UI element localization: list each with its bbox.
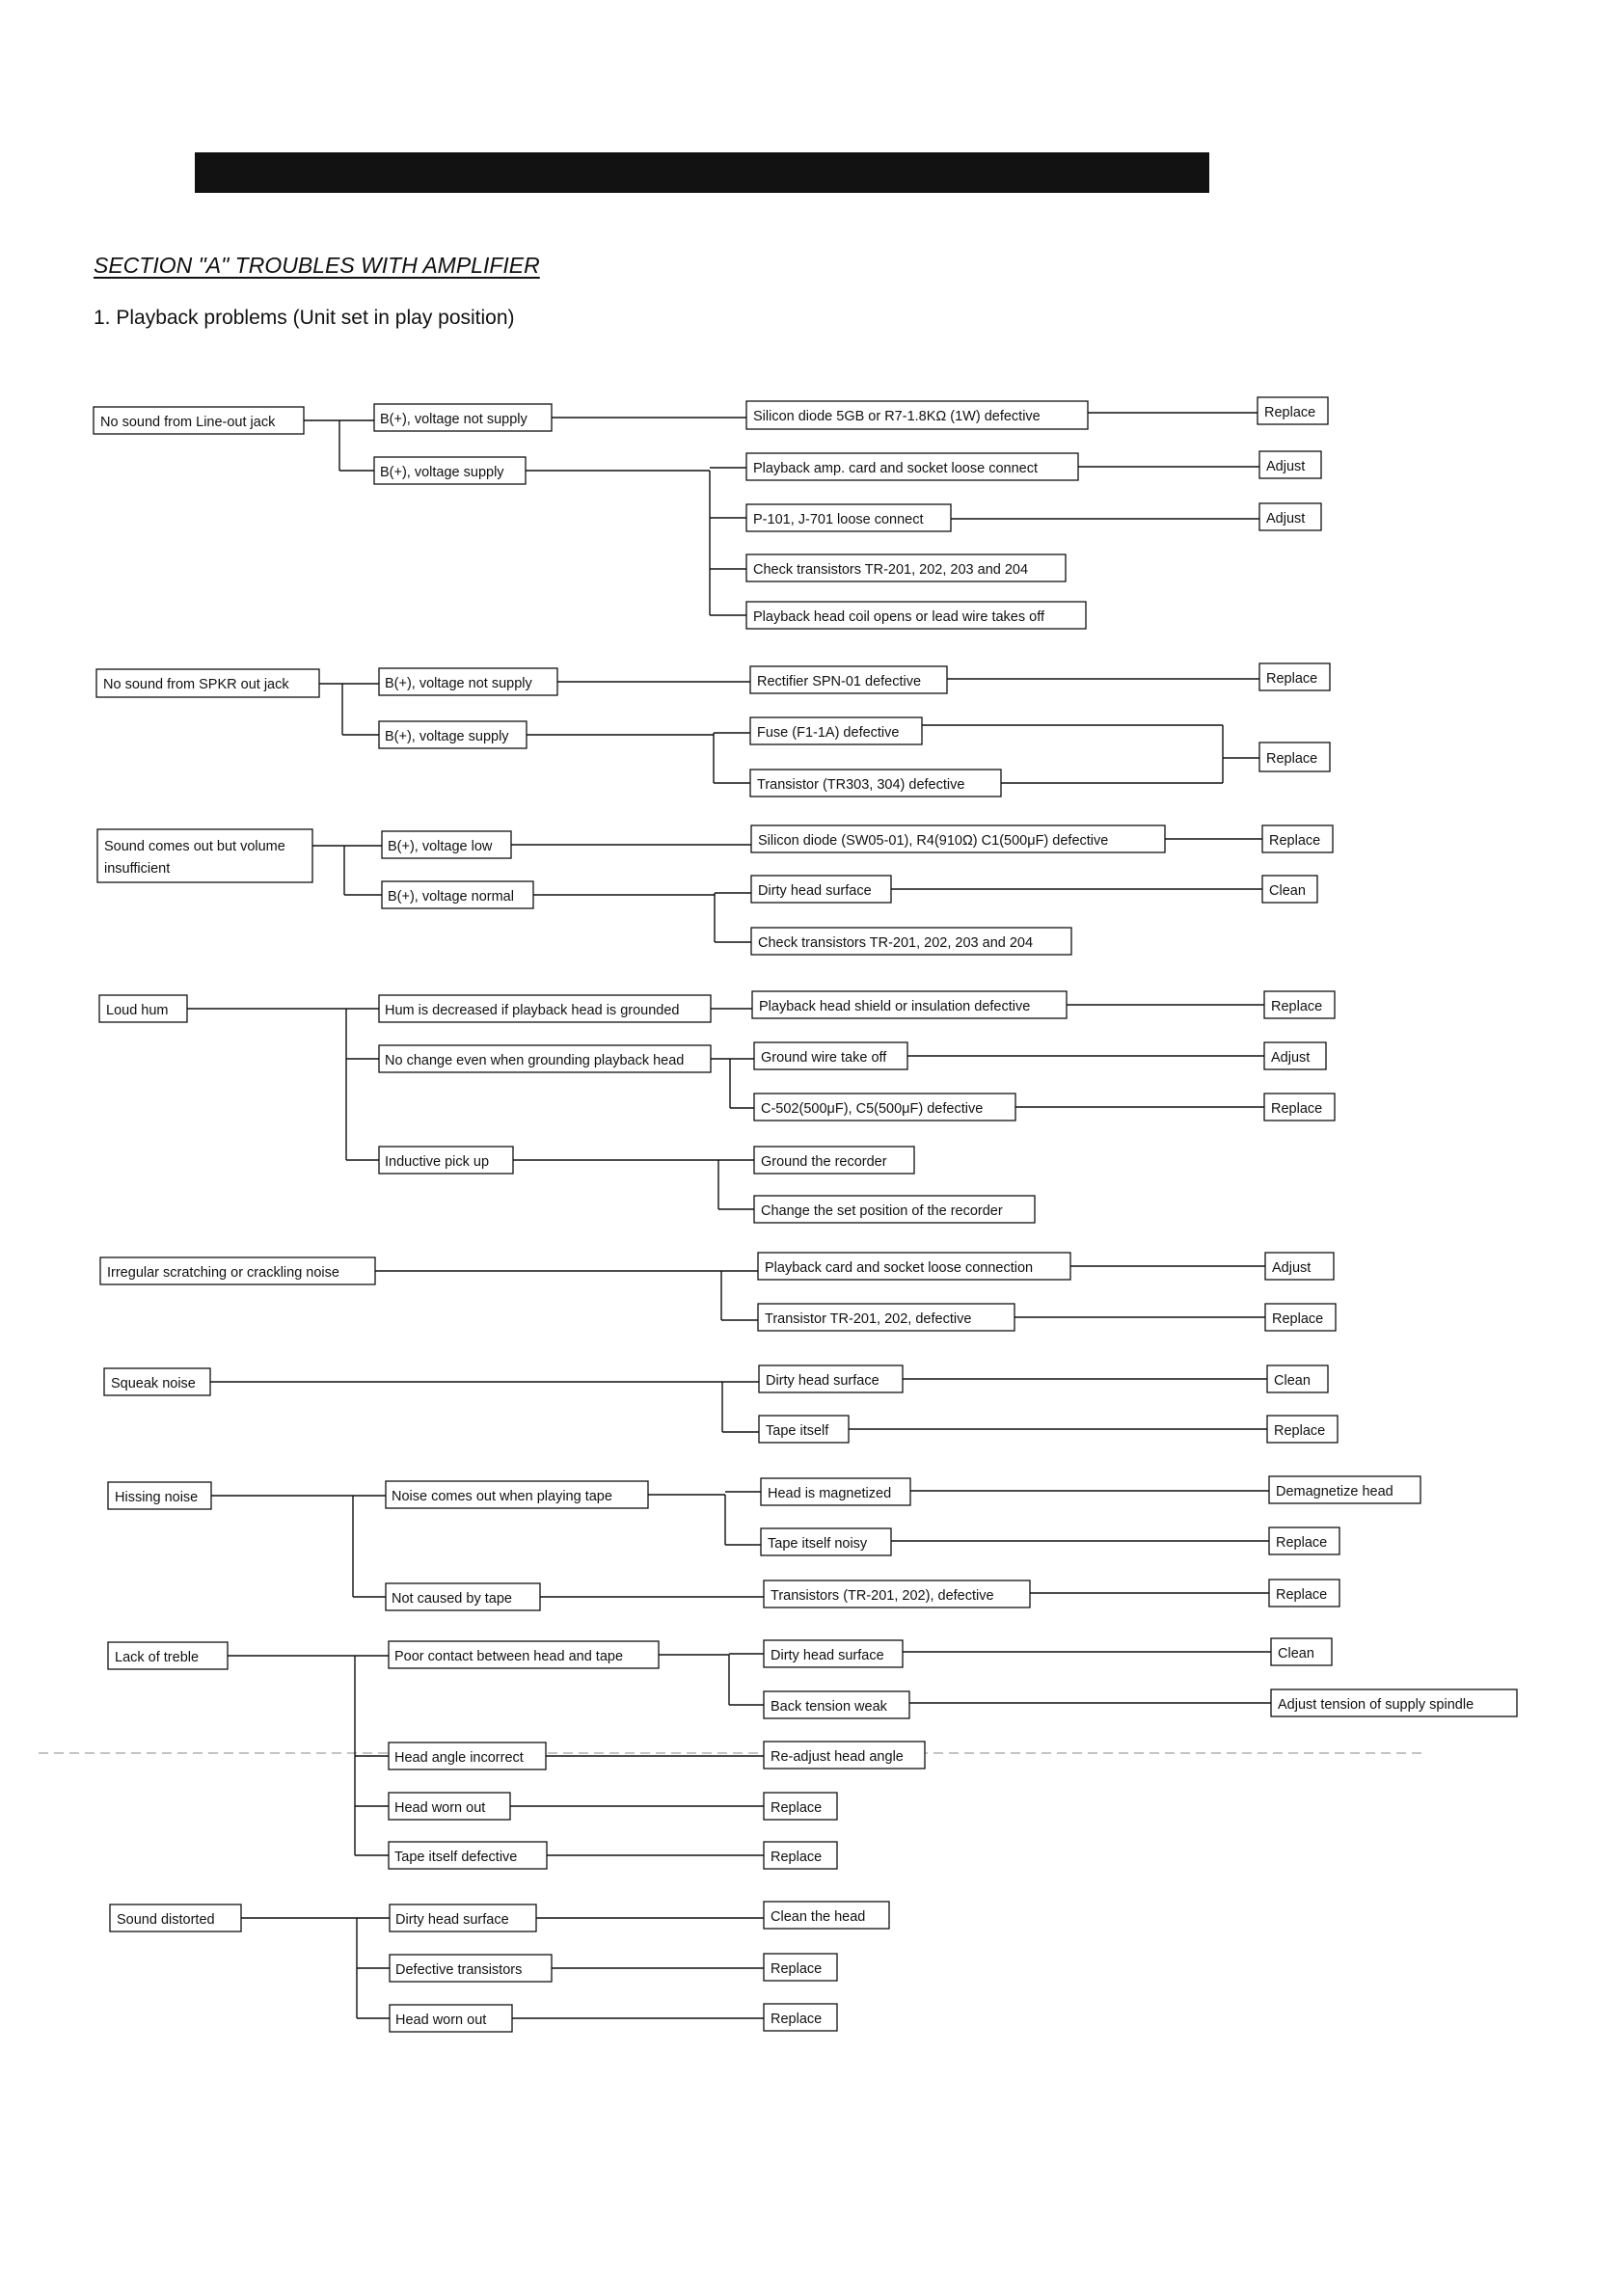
troubleshoot-group [99,991,1335,1223]
symptom-label: Hissing noise [115,1490,199,1505]
cause-label: Replace [771,1961,823,1977]
action-label: Replace [1271,1101,1323,1117]
check-label: No change even when grounding playback head [385,1053,685,1068]
check-label: Not caused by tape [392,1591,512,1607]
symptom-label: Sound distorted [117,1912,215,1928]
troubleshoot-group [104,1365,1338,1443]
cause-label: Dirty head surface [758,883,872,899]
cause-label: Tape itself noisy [768,1536,868,1552]
cause-label: Ground wire take off [761,1050,887,1066]
cause-label: Check transistors TR-201, 202, 203 and 204 [753,562,1029,578]
action-label: Demagnetize head [1276,1484,1393,1499]
check-label: B(+), voltage normal [388,889,514,905]
cause-label: Transistor TR-201, 202, defective [765,1311,972,1327]
cause-label: Ground the recorder [761,1154,887,1170]
symptom-label: Squeak noise [111,1376,196,1391]
cause-label: Transistors (TR-201, 202), defective [771,1588,994,1604]
cause-label: Dirty head surface [771,1648,884,1663]
cause-label: Replace [771,1800,823,1816]
troubleshoot-group [39,1638,1517,1869]
troubleshoot-group [96,663,1330,797]
action-label: Replace [1276,1535,1328,1551]
check-label: Head worn out [395,2012,487,2028]
subsection-title: 1. Playback problems (Unit set in play position) [94,307,515,329]
action-label: Replace [1266,751,1318,767]
action-label: Replace [1276,1587,1328,1603]
cause-label: Playback amp. card and socket loose connect [753,461,1038,476]
connector [211,1491,1269,1597]
action-label: Clean [1278,1646,1314,1661]
cause-label: Silicon diode (SW05-01), R4(910Ω) C1(500μF) defective [758,833,1109,849]
check-label: Hum is decreased if playback head is grounded [385,1003,680,1018]
symptom-label: Lack of treble [115,1650,200,1665]
action-label: Replace [1269,833,1321,849]
symptom-label: insufficient [104,861,171,877]
cause-label: Back tension weak [771,1699,887,1715]
action-label: Replace [1272,1311,1324,1327]
action-label: Replace [1274,1423,1326,1439]
symptom-label: Loud hum [106,1003,169,1018]
check-label: Noise comes out when playing tape [392,1489,612,1504]
action-label: Replace [1271,999,1323,1014]
cause-label: P-101, J-701 loose connect [753,512,924,527]
check-label: Dirty head surface [395,1912,509,1928]
cause-label: Re-adjust head angle [771,1749,904,1765]
troubleshoot-group [100,1253,1336,1331]
cause-label: Replace [771,2012,823,2027]
cause-label: Fuse (F1-1A) defective [757,725,900,741]
cause-label: Clean the head [771,1909,866,1925]
cause-label: Check transistors TR-201, 202, 203 and 204 [758,935,1034,951]
action-label: Replace [1266,671,1318,687]
check-label: B(+), voltage not supply [385,676,532,691]
cause-label: Dirty head surface [766,1373,879,1389]
cause-label: Playback card and socket loose connection [765,1260,1034,1276]
action-label: Adjust [1271,1050,1311,1066]
check-label: Inductive pick up [385,1154,490,1170]
check-label: B(+), voltage supply [385,729,509,744]
cause-label: Transistor (TR303, 304) defective [757,777,965,793]
cause-label: Playback head shield or insulation defective [759,999,1031,1014]
troubleshoot-group [94,397,1328,629]
action-label: Clean [1274,1373,1311,1389]
action-label: Adjust [1272,1260,1312,1276]
action-label: Clean [1269,883,1306,899]
symptom-label: Sound comes out but volume [104,839,285,854]
check-label: B(+), voltage not supply [380,412,527,427]
troubleshoot-group [97,825,1333,955]
cause-label: Head is magnetized [768,1486,892,1501]
action-label: Adjust [1266,459,1306,474]
check-label: Tape itself defective [394,1850,518,1865]
connector [210,1379,1267,1432]
action-label: Adjust [1266,511,1306,527]
section-title: SECTION "A" TROUBLES WITH AMPLIFIER [94,253,540,278]
cause-label: Replace [771,1850,823,1865]
cause-label: Playback head coil opens or lead wire takes off [753,609,1044,625]
check-label: Head worn out [394,1800,486,1816]
symptom-label: Irregular scratching or crackling noise [107,1265,339,1281]
connector [187,1005,1264,1209]
check-label: Defective transistors [395,1962,523,1978]
action-label: Adjust tension of supply spindle [1278,1697,1474,1713]
cause-label: Tape itself [766,1423,829,1439]
check-label: Poor contact between head and tape [394,1649,624,1664]
check-label: B(+), voltage low [388,839,493,854]
check-label: Head angle incorrect [394,1750,524,1766]
cause-label: Silicon diode 5GB or R7-1.8KΩ (1W) defective [753,409,1041,424]
action-label: Replace [1264,405,1316,420]
troubleshoot-group [110,1902,889,2032]
cause-label: Rectifier SPN-01 defective [757,674,922,689]
cause-label: Change the set position of the recorder [761,1203,1003,1219]
troubleshoot-group [108,1476,1420,1610]
cause-label: C-502(500μF), C5(500μF) defective [761,1101,984,1117]
symptom-label: No sound from Line-out jack [100,415,276,430]
symptom-label: No sound from SPKR out jack [103,677,289,692]
check-label: B(+), voltage supply [380,465,504,480]
